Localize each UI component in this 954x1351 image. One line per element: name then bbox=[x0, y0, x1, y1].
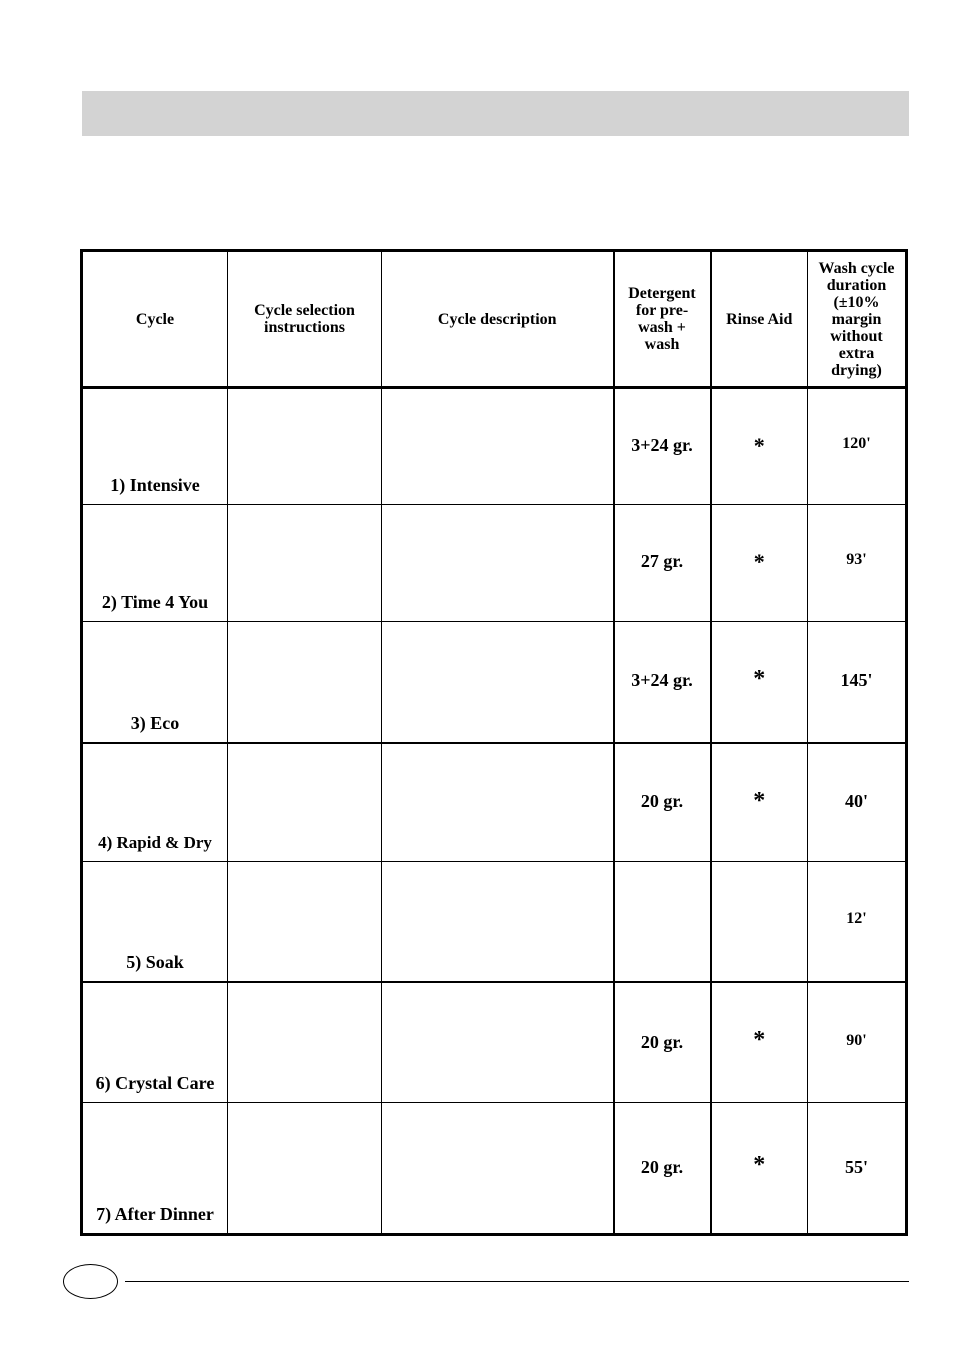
rinse-aid-cell: * bbox=[711, 388, 808, 505]
rinse-aid-cell: * bbox=[711, 982, 808, 1103]
description-cell bbox=[382, 1103, 614, 1235]
selection-cell bbox=[228, 1103, 382, 1235]
description-cell bbox=[382, 622, 614, 743]
header-selection: Cycle selection instructions bbox=[228, 251, 382, 388]
table-header-row bbox=[82, 251, 907, 388]
header-rinse-aid: Rinse Aid bbox=[711, 251, 808, 388]
duration-cell: 93' bbox=[808, 505, 907, 622]
header-cycle: Cycle bbox=[82, 251, 228, 388]
description-cell bbox=[382, 505, 614, 622]
language-badge bbox=[63, 1264, 118, 1299]
footer-rule bbox=[125, 1281, 909, 1282]
rinse-aid-cell: * bbox=[711, 622, 808, 743]
detergent-cell: 20 gr. bbox=[614, 1103, 711, 1235]
duration-cell: 40' bbox=[808, 743, 907, 862]
table-row bbox=[82, 862, 907, 982]
header-bar bbox=[82, 91, 909, 136]
cycle-name: 2) Time 4 You bbox=[82, 505, 228, 622]
selection-cell bbox=[228, 622, 382, 743]
duration-cell: 55' bbox=[808, 1103, 907, 1235]
rinse-aid-cell bbox=[711, 862, 808, 982]
duration-cell: 120' bbox=[808, 388, 907, 505]
cycle-name: 6) Crystal Care bbox=[82, 982, 228, 1103]
wash-cycle-table bbox=[80, 249, 908, 1236]
table-row bbox=[82, 982, 907, 1103]
header-detergent: Detergent for pre-wash + wash bbox=[614, 251, 711, 388]
detergent-cell: 3+24 gr. bbox=[614, 622, 711, 743]
selection-cell bbox=[228, 505, 382, 622]
header-duration: Wash cycle duration (±10% margin without extra drying) bbox=[808, 251, 907, 388]
description-cell bbox=[382, 862, 614, 982]
table-row bbox=[82, 505, 907, 622]
rinse-aid-cell: * bbox=[711, 1103, 808, 1235]
cycle-name: 3) Eco bbox=[82, 622, 228, 743]
description-cell bbox=[382, 743, 614, 862]
table-row bbox=[82, 388, 907, 505]
cycle-name: 4) Rapid & Dry bbox=[82, 743, 228, 862]
selection-cell bbox=[228, 388, 382, 505]
header-description: Cycle description bbox=[382, 251, 614, 388]
table-row bbox=[82, 743, 907, 862]
selection-cell bbox=[228, 862, 382, 982]
duration-cell: 12' bbox=[808, 862, 907, 982]
duration-cell: 90' bbox=[808, 982, 907, 1103]
description-cell bbox=[382, 982, 614, 1103]
rinse-aid-cell: * bbox=[711, 505, 808, 622]
description-cell bbox=[382, 388, 614, 505]
detergent-cell: 20 gr. bbox=[614, 982, 711, 1103]
detergent-cell: 20 gr. bbox=[614, 743, 711, 862]
detergent-cell: 27 gr. bbox=[614, 505, 711, 622]
selection-cell bbox=[228, 982, 382, 1103]
cycle-name: 1) Intensive bbox=[82, 388, 228, 505]
table-row bbox=[82, 1103, 907, 1235]
cycle-name: 5) Soak bbox=[82, 862, 228, 982]
selection-cell bbox=[228, 743, 382, 862]
cycle-name: 7) After Dinner bbox=[82, 1103, 228, 1235]
duration-cell: 145' bbox=[808, 622, 907, 743]
table-row bbox=[82, 622, 907, 743]
rinse-aid-cell: * bbox=[711, 743, 808, 862]
detergent-cell bbox=[614, 862, 711, 982]
detergent-cell: 3+24 gr. bbox=[614, 388, 711, 505]
